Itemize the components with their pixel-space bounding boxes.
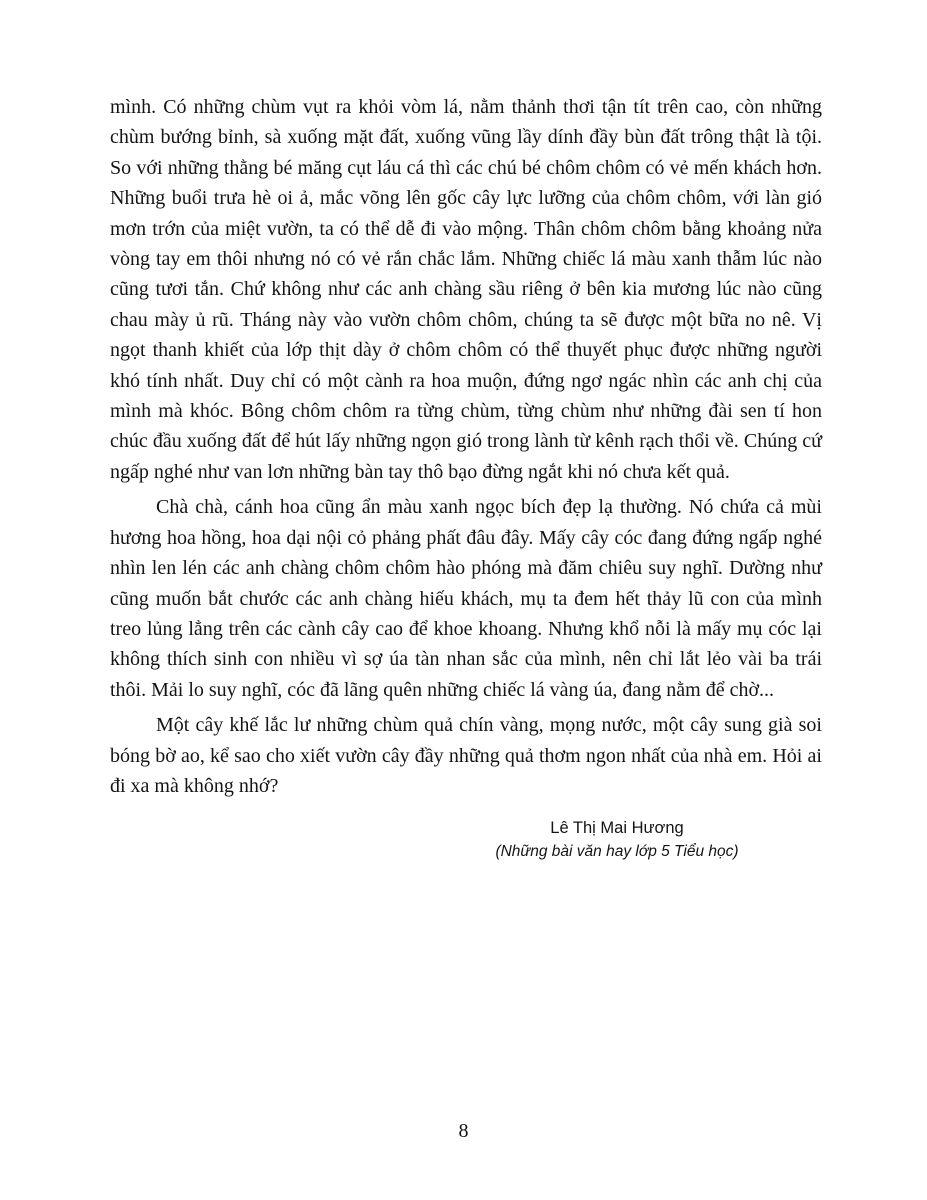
page-number: 8 (458, 1120, 469, 1142)
paragraph-3: Một cây khế lắc lư những chùm quả chín vàng, mọng nước, một cây sung già soi bóng bờ ao, kể sao cho xiết vườn cây đầy những quả thơm ngon nhất của nhà em. Hỏi ai đi xa mà không nhớ? (110, 714, 822, 797)
author-name: Lê Thị Mai Hương (550, 819, 684, 838)
attribution (452, 817, 782, 863)
source-title: (Những bài văn hay lớp 5 Tiểu học) (495, 843, 739, 861)
paragraph-2: Chà chà, cánh hoa cũng ẩn màu xanh ngọc bích đẹp lạ thường. Nó chứa cả mùi hương hoa hồng, hoa dại nội cỏ phảng phất đâu đây. Mấy cây cóc đang đứng ngấp nghé nhìn len lén các anh chàng chôm chôm hào phóng mà đăm chiêu suy nghĩ. Dường như cũng muốn bắt chước các anh chàng hiếu khách, mụ ta đem hết thảy lũ con của mình treo lủng lẳng trên các cành cây cao để khoe khoang. Nhưng khổ nỗi là mấy mụ cóc lại không thích sinh con nhiều vì sợ úa tàn nhan sắc của mình, nên chỉ lắt lẻo vài ba trái thôi. Mải lo suy nghĩ, cóc đã lãng quên những chiếc lá vàng úa, đang nằm để chờ... (110, 496, 822, 701)
text-block (110, 92, 822, 863)
paragraph-continuation: mình. Có những chùm vụt ra khỏi vòm lá, nằm thảnh thơi tận tít trên cao, còn những chùm bướng bỉnh, sà xuống mặt đất, xuống vũng lầy dính đầy bùn đất trông thật là tội. So với những thằng bé măng cụt láu cá thì các chú bé chôm chôm có vẻ mến khách hơn. Những buổi trưa hè oi ả, mắc võng lên gốc cây lực lưỡng của chôm chôm, với làn gió mơn trớn của miệt vườn, ta có thể dễ đi vào mộng. Thân chôm chôm bằng khoảng nửa vòng tay em thôi nhưng nó có vẻ rắn chắc lắm. Những chiếc lá màu xanh thẫm lúc nào cũng tươi tắn. Chứ không như các anh chàng sầu riêng ở bên kia mương lúc nào cũng chau mày ủ rũ. Tháng này vào vườn chôm chôm, chúng ta sẽ được một bữa no nê. Vị ngọt thanh khiết của lớp thịt dày ở chôm chôm có thể thuyết phục được những người khó tính nhất. Duy chỉ có một cành ra hoa muộn, đứng ngơ ngác nhìn các anh chị của mình mà khóc. Bông chôm chôm ra từng chùm, từng chùm như những đài sen tí hon chúc đầu xuống đất để hút lấy những ngọn gió trong lành từ kênh rạch thổi về. Chúng cứ ngấp nghé như van lơn những bàn tay thô bạo đừng ngắt khi nó chưa kết quả. (110, 96, 822, 483)
body-text (110, 92, 822, 801)
